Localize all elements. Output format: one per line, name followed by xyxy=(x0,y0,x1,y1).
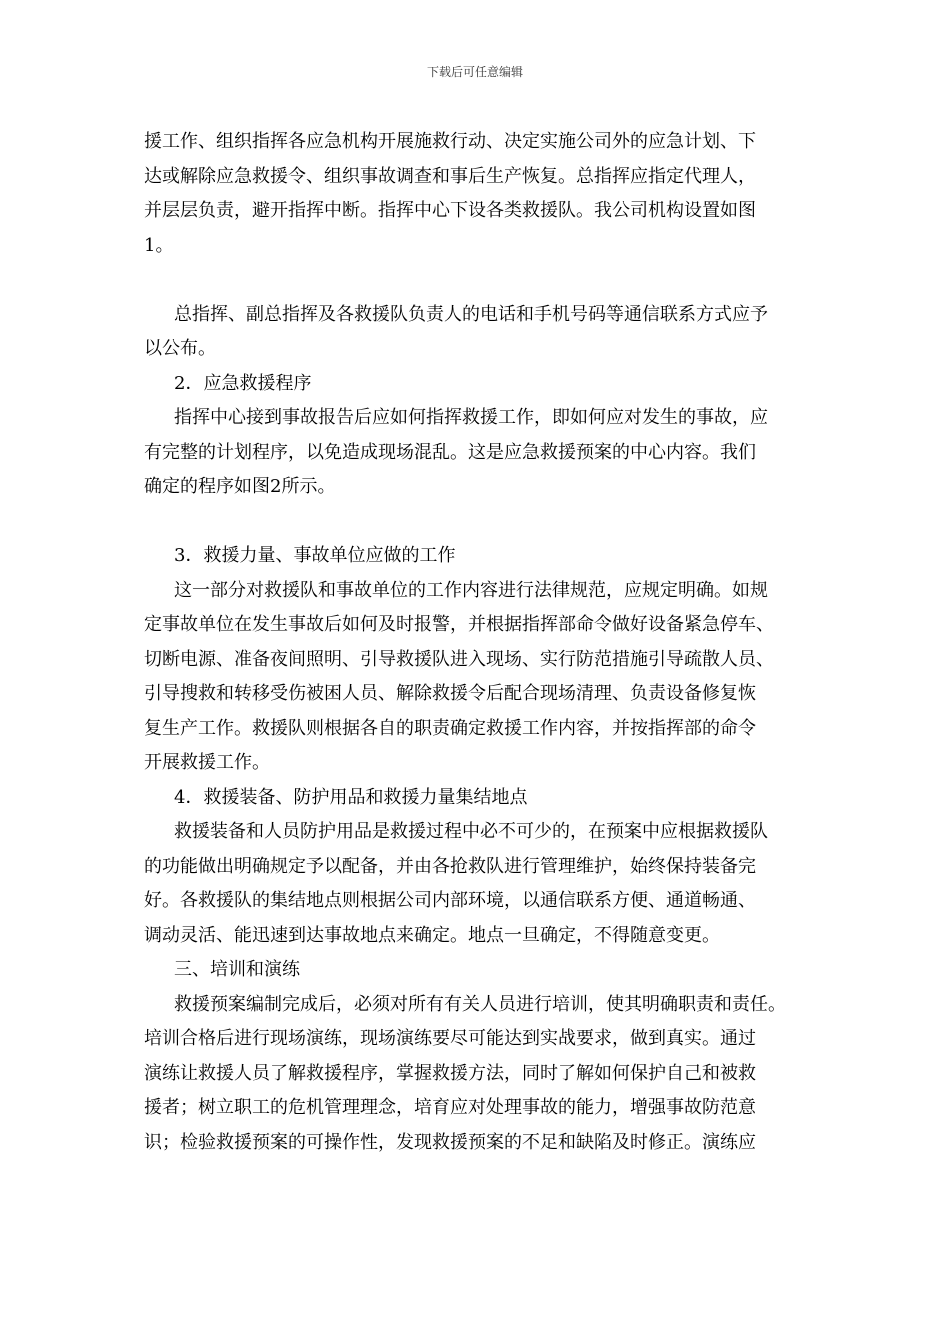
paragraph-line: 救援预案编制完成后，必须对所有有关人员进行培训，使其明确职责和责任。 xyxy=(174,993,786,1015)
paragraph-line: 并层层负责，避开指挥中断。指挥中心下设各类救援队。我公司机构设置如图 xyxy=(144,200,756,221)
paragraph-line: 援者；树立职工的危机管理理念，培育应对处理事故的能力，增强事故防范意 xyxy=(144,1097,756,1118)
paragraph-line: 好。各救援队的集结地点则根据公司内部环境，以通信联系方便、通道畅通、 xyxy=(144,890,756,911)
paragraph-line: 以公布。 xyxy=(144,338,216,359)
paragraph-line: 开展救援工作。 xyxy=(144,752,270,773)
document-body xyxy=(144,125,824,1160)
paragraph-line: 演练让救援人员了解救援程序，掌握救援方法，同时了解如何保护自己和被救 xyxy=(144,1062,756,1084)
paragraph-line: 复生产工作。救援队则根据各自的职责确定救援工作内容，并按指挥部的命令 xyxy=(144,717,756,739)
section-heading: 三、培训和演练 xyxy=(174,959,300,980)
paragraph-line: 培训合格后进行现场演练，现场演练要尽可能达到实战要求，做到真实。通过 xyxy=(144,1028,756,1049)
paragraph-line: 确定的程序如图2所示。 xyxy=(144,476,336,497)
paragraph-line: 有完整的计划程序，以免造成现场混乱。这是应急救援预案的中心内容。我们 xyxy=(144,441,756,463)
paragraph-line: 达或解除应急救援令、组织事故调查和事后生产恢复。总指挥应指定代理人， xyxy=(144,165,756,187)
blank-line xyxy=(144,263,824,298)
paragraph-line: 总指挥、副总指挥及各救援队负责人的电话和手机号码等通信联系方式应予 xyxy=(174,303,768,325)
paragraph-line: 切断电源、准备夜间照明、引导救援队进入现场、实行防范措施引导疏散人员、 xyxy=(144,648,774,670)
section-heading: 4．救援装备、防护用品和救援力量集结地点 xyxy=(174,786,528,808)
paragraph-line: 救援装备和人员防护用品是救援过程中必不可少的，在预案中应根据救援队 xyxy=(174,821,768,842)
paragraph-line: 引导搜救和转移受伤被困人员、解除救援令后配合现场清理、负责设备修复恢 xyxy=(144,683,756,704)
paragraph-line: 的功能做出明确规定予以配备，并由各抢救队进行管理维护，始终保持装备完 xyxy=(144,855,756,877)
paragraph-line: 援工作、组织指挥各应急机构开展施救行动、决定实施公司外的应急计划、下 xyxy=(144,131,756,152)
section-heading: 2．应急救援程序 xyxy=(174,372,312,394)
blank-line xyxy=(144,505,824,540)
paragraph-line: 识；检验救援预案的可操作性，发现救援预案的不足和缺陷及时修正。演练应 xyxy=(144,1131,756,1153)
page-header: 下载后可任意编辑 xyxy=(426,65,523,79)
paragraph-line: 这一部分对救援队和事故单位的工作内容进行法律规范，应规定明确。如规 xyxy=(174,579,768,601)
paragraph-line: 调动灵活、能迅速到达事故地点来确定。地点一旦确定，不得随意变更。 xyxy=(144,924,720,946)
paragraph-line: 指挥中心接到事故报告后应如何指挥救援工作，即如何应对发生的事故，应 xyxy=(174,407,768,428)
paragraph-line: 定事故单位在发生事故后如何及时报警，并根据指挥部命令做好设备紧急停车、 xyxy=(144,614,774,635)
section-heading: 3．救援力量、事故单位应做的工作 xyxy=(174,545,456,566)
paragraph-line: 1。 xyxy=(144,234,174,256)
